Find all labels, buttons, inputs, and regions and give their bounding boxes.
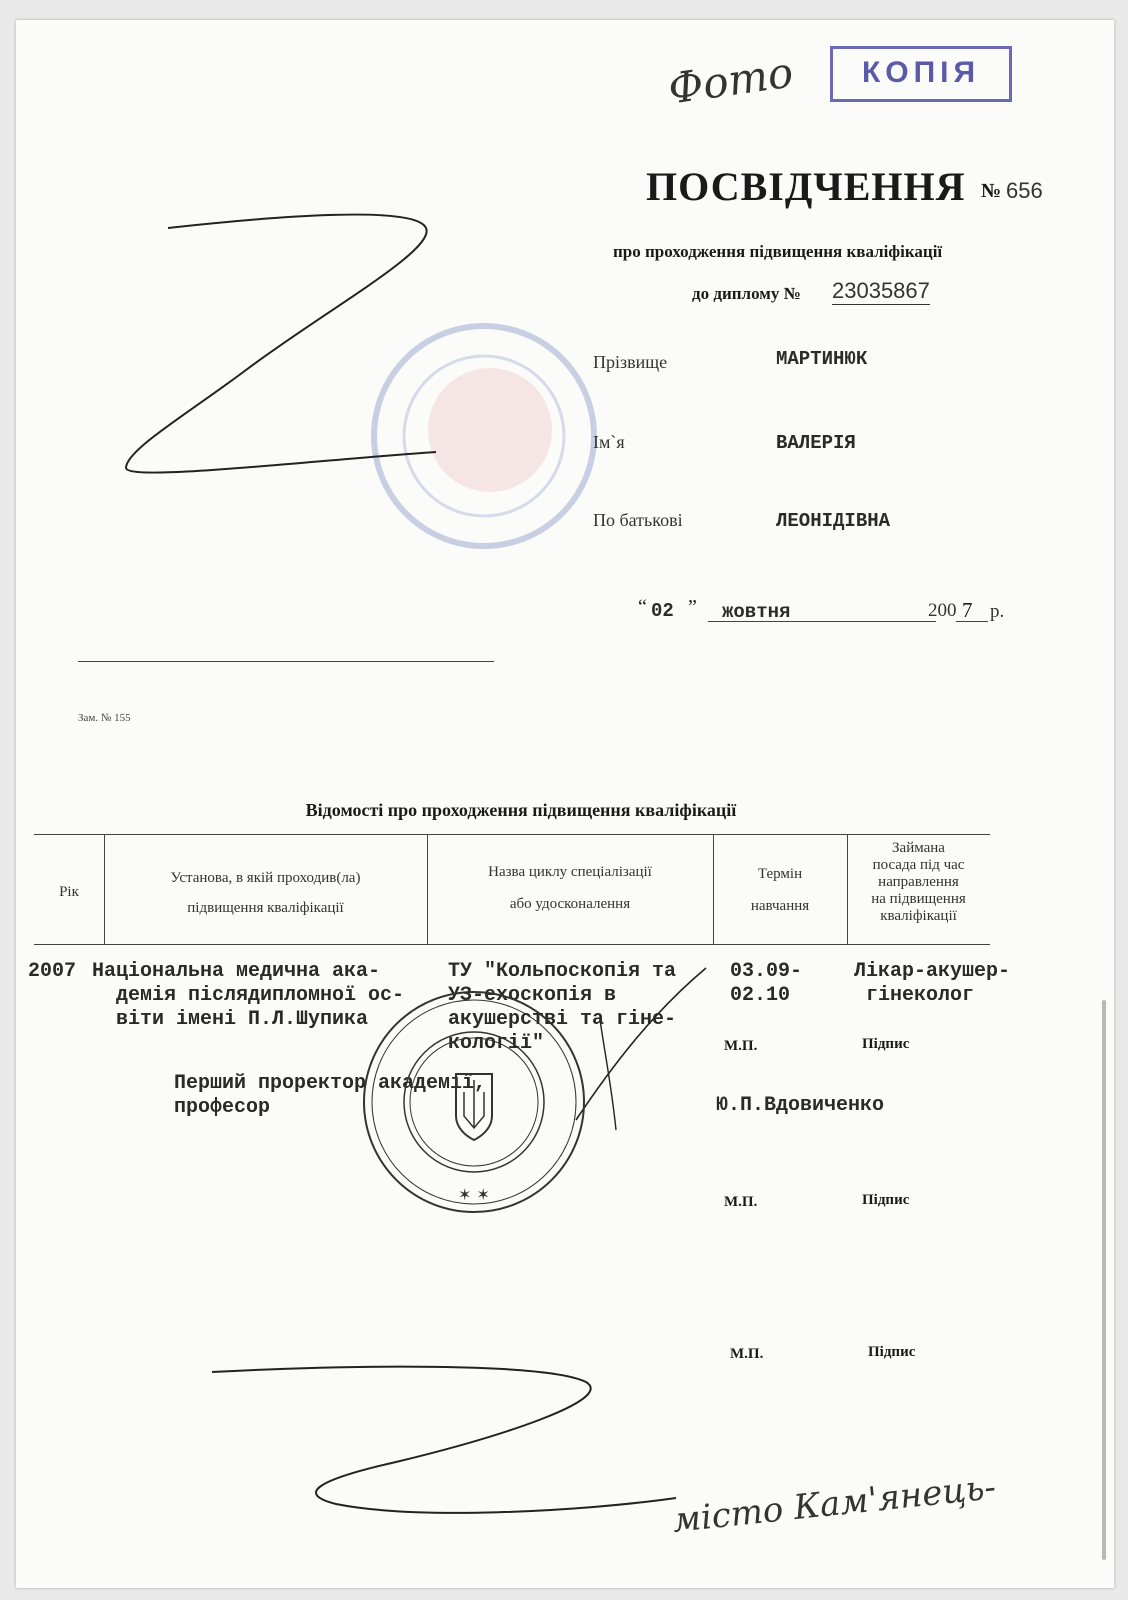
signature-label-2: Підпис — [862, 1192, 910, 1208]
date-close-quote: ” — [688, 596, 697, 618]
row-term — [730, 960, 802, 1008]
header-position-line3: направлення — [878, 874, 959, 890]
col-divider-3 — [713, 834, 714, 944]
date-suffix: р. — [990, 601, 1005, 622]
signer-role-line2: професор — [174, 1096, 271, 1119]
signer-role-line1: Перший проректор академії, — [174, 1072, 487, 1095]
row-position — [854, 960, 1010, 1008]
document-title: ПОСВІДЧЕННЯ — [646, 164, 966, 209]
row-position-line1: Лікар-акушер- — [854, 960, 1011, 983]
header-cycle-line1: Назва циклу спеціалізації — [488, 864, 652, 880]
date-month: жовтня — [722, 601, 791, 623]
surname-label: Прізвище — [593, 352, 668, 372]
name-value: ВАЛЕРІЯ — [776, 432, 856, 454]
header-position — [847, 840, 990, 925]
header-institution-line1: Установа, в якій проходив(ла) — [170, 870, 361, 886]
header-position-line2: посада під час — [872, 857, 965, 873]
row-year: 2007 — [28, 960, 77, 983]
row-cycle-line3: акушерстві та гіне- — [448, 1008, 677, 1031]
mp-label-1: М.П. — [724, 1038, 758, 1054]
row-institution — [92, 960, 404, 1032]
signature-label-3: Підпис — [868, 1344, 916, 1360]
patronymic-label: По батькові — [593, 510, 683, 530]
table-header-bottom-rule — [34, 944, 990, 945]
header-position-line4: на підвищення — [871, 891, 966, 907]
row-institution-line1: Національна медична ака- — [92, 960, 381, 983]
patronymic-value: ЛЕОНІДІВНА — [776, 510, 891, 532]
surname-value: МАРТИНЮК — [776, 348, 868, 370]
diploma-label: до диплому № — [692, 284, 801, 303]
date-day: 02 — [651, 600, 674, 622]
row-institution-line2: демія післядипломної ос- — [116, 984, 405, 1007]
handwritten-note-bottom: місто Кам'янець- — [670, 1467, 998, 1541]
date-year-prefix: 200 — [928, 600, 957, 621]
header-term-line2: навчання — [750, 898, 810, 914]
row-institution-line3: віти імені П.Л.Шупика — [116, 1008, 369, 1031]
name-label: Ім`я — [593, 432, 625, 452]
row-cycle-line2: УЗ-ехоскопія в — [448, 984, 617, 1007]
row-term-line1: 03.09- — [730, 960, 803, 983]
header-year: Рік — [59, 884, 79, 900]
signature-label-1: Підпис — [862, 1036, 910, 1052]
header-position-line5: кваліфікації — [880, 908, 957, 924]
section-title: Відомості про проходження підвищення кваліфікації — [305, 800, 737, 820]
svg-text:✶ ✶: ✶ ✶ — [458, 1185, 490, 1204]
document-page — [16, 20, 1114, 1588]
certificate-number: 656 — [1006, 178, 1043, 203]
mp-label-3: М.П. — [730, 1346, 764, 1362]
copy-stamp: КОПІЯ — [830, 46, 1012, 102]
diploma-number: 23035867 — [832, 278, 930, 303]
official-round-seal — [360, 988, 588, 1216]
row-cycle-line1: ТУ "Кольпоскопія та — [448, 960, 677, 983]
handwritten-note-top: Фото — [665, 47, 797, 114]
number-mark: № — [981, 180, 1002, 202]
row-term-line2: 02.10 — [730, 984, 791, 1007]
row-cycle-line4: кології" — [448, 1032, 545, 1055]
date-open-quote: “ — [638, 596, 647, 618]
col-divider-2 — [427, 834, 428, 944]
header-institution-line2: підвищення кваліфікації — [187, 900, 344, 916]
date-year-digit: 7 — [962, 598, 973, 622]
signer-name: Ю.П.Вдовиченко — [716, 1094, 885, 1117]
header-term-line1: Термін — [757, 866, 803, 882]
row-position-line2: гінеколог — [866, 984, 975, 1007]
header-cycle-line2: або удосконалення — [509, 896, 631, 912]
mp-label-2: М.П. — [724, 1194, 758, 1210]
document-subtitle: про проходження підвищення кваліфікації — [613, 242, 943, 261]
header-position-line1: Займана — [892, 840, 945, 856]
order-note: Зам. № 155 — [78, 712, 131, 724]
vertical-scrollbar[interactable] — [1102, 1000, 1106, 1560]
col-divider-1 — [104, 834, 105, 944]
